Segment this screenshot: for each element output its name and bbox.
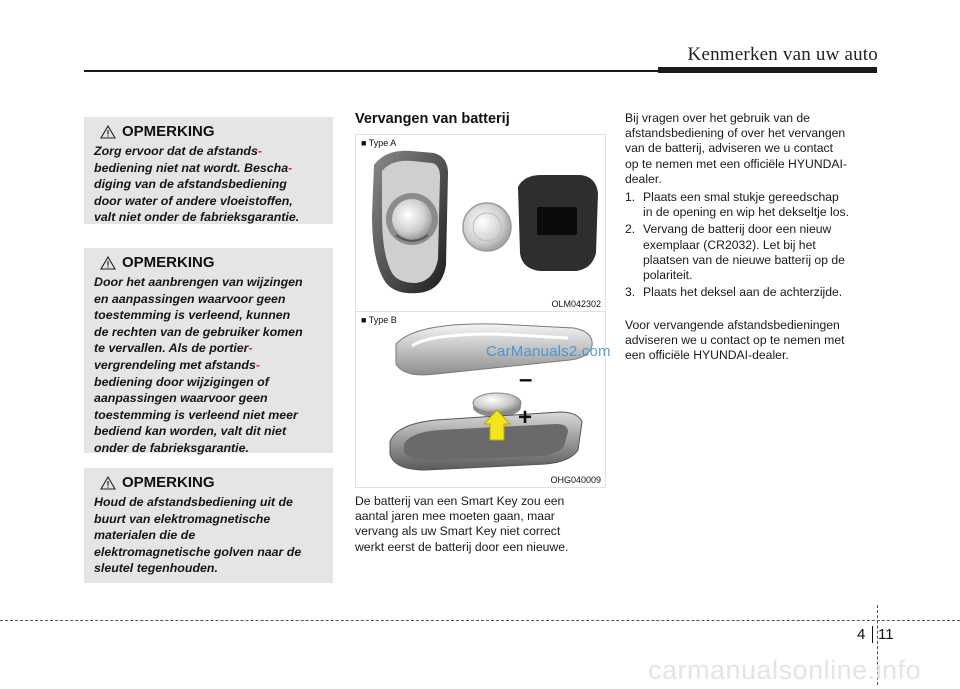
list-item: 3. Plaats het deksel aan de achterzijde. (625, 285, 843, 300)
figure-label: ■ Type A (361, 138, 397, 148)
text-line: adviseren we u contact op te nemen met (625, 333, 845, 348)
footer-divider (0, 620, 960, 621)
footer-watermark: carmanualsonline.info (648, 655, 922, 685)
note-title: OPMERKING (122, 474, 215, 491)
header-rule (84, 70, 658, 72)
note-line: toestemming is verleend, kunnen (94, 308, 291, 323)
note-line: aanpassingen waarvoor geen (94, 391, 268, 406)
note-line: Zorg ervoor dat de afstands- (94, 144, 263, 158)
battery-life-paragraph (355, 494, 604, 555)
note-line: Door het aanbrengen van wijzingen (94, 275, 303, 289)
note-box-water (84, 117, 333, 224)
key-fob-type-b-illustration (356, 312, 605, 487)
note-line: door water of andere vloeistoffen, (94, 193, 293, 208)
note-box-electromagnetic (84, 468, 333, 583)
note-body (94, 494, 325, 577)
section-title: Vervangen van batterij (355, 111, 510, 127)
key-fob-type-a-illustration (356, 135, 605, 311)
text-line: De batterij van een Smart Key zou een (355, 494, 565, 508)
page-number-separator (872, 626, 873, 643)
note-line: onder de fabrieksgarantie. (94, 440, 249, 455)
note-body (94, 274, 325, 457)
polarity-plus-label: + (518, 404, 533, 431)
note-line: bediening door wijzigingen of (94, 374, 269, 389)
text-line: een officiële HYUNDAI-dealer. (625, 348, 789, 363)
text-line: Voor vervangende afstandsbedieningen (625, 318, 840, 332)
chapter-title: Kenmerken van uw auto (687, 44, 878, 65)
text-line: aantal jaren mee moeten gaan, maar (355, 509, 555, 524)
steps-list (625, 190, 879, 300)
warning-icon (100, 125, 116, 139)
note-line: materialen die de (94, 528, 196, 543)
note-line: vergrendeling met afstands- (94, 357, 260, 372)
note-line: valt niet onder de fabrieksgarantie. (94, 210, 300, 225)
header-rule-thick (658, 67, 877, 73)
figure-code: OLM042302 (551, 299, 601, 309)
note-header (100, 474, 325, 491)
text-line: dealer. (625, 171, 662, 186)
list-item: 1. Plaats een smal stukje gereedschap in de opening en wip het dekseltje los. (625, 190, 849, 220)
figure-type-b (355, 311, 606, 488)
note-line: elektromagnetische golven naar de (94, 544, 302, 559)
note-line: toestemming is verleend niet meer (94, 407, 298, 422)
note-line: de rechten van de gebruiker komen (94, 324, 303, 339)
note-line: en aanpassingen waarvoor geen (94, 291, 286, 306)
text-line: Bij vragen over het gebruik van de (625, 111, 810, 125)
intro-paragraph (625, 111, 879, 187)
warning-icon (100, 476, 116, 490)
page-number: 11 (878, 626, 894, 643)
text-line: afstandsbediening of over het vervangen (625, 126, 846, 141)
polarity-minus-label: – (519, 366, 533, 393)
note-line: diging van de afstandsbediening (94, 177, 287, 192)
note-header (100, 254, 325, 271)
note-box-modifications (84, 248, 333, 453)
note-line: bediend kan worden, valt dit niet (94, 424, 287, 439)
watermark-text: CarManuals2.com (486, 343, 611, 360)
figure-code: OHG040009 (550, 475, 601, 485)
text-line: werkt eerst de batterij door een nieuwe. (355, 539, 569, 554)
note-body (94, 143, 325, 226)
list-item: 2. Vervang de batterij door een nieuw exemplaar (CR2032). Let bij het plaatsen van de nieuwe batterij op de polariteit. (625, 222, 845, 283)
note-title: OPMERKING (122, 123, 215, 140)
figure-label: ■ Type B (361, 315, 397, 325)
note-line: te vervallen. Als de portier- (94, 341, 253, 356)
note-title: OPMERKING (122, 254, 215, 271)
note-header (100, 123, 325, 140)
note-line: sleutel tegenhouden. (94, 561, 218, 576)
note-line: bediening niet nat wordt. Bescha- (94, 160, 293, 175)
note-line: Houd de afstandsbediening uit de (94, 495, 293, 509)
warning-icon (100, 256, 116, 270)
figure-type-a (355, 134, 606, 312)
text-line: op te nemen met een officiële HYUNDAI- (625, 156, 847, 171)
text-line: vervang als uw Smart Key niet correct (355, 524, 561, 539)
closing-paragraph (625, 318, 879, 364)
text-line: van de batterij, adviseren we u contact (625, 141, 833, 156)
note-line: buurt van elektromagnetische (94, 511, 271, 526)
chapter-number: 4 (857, 626, 866, 643)
